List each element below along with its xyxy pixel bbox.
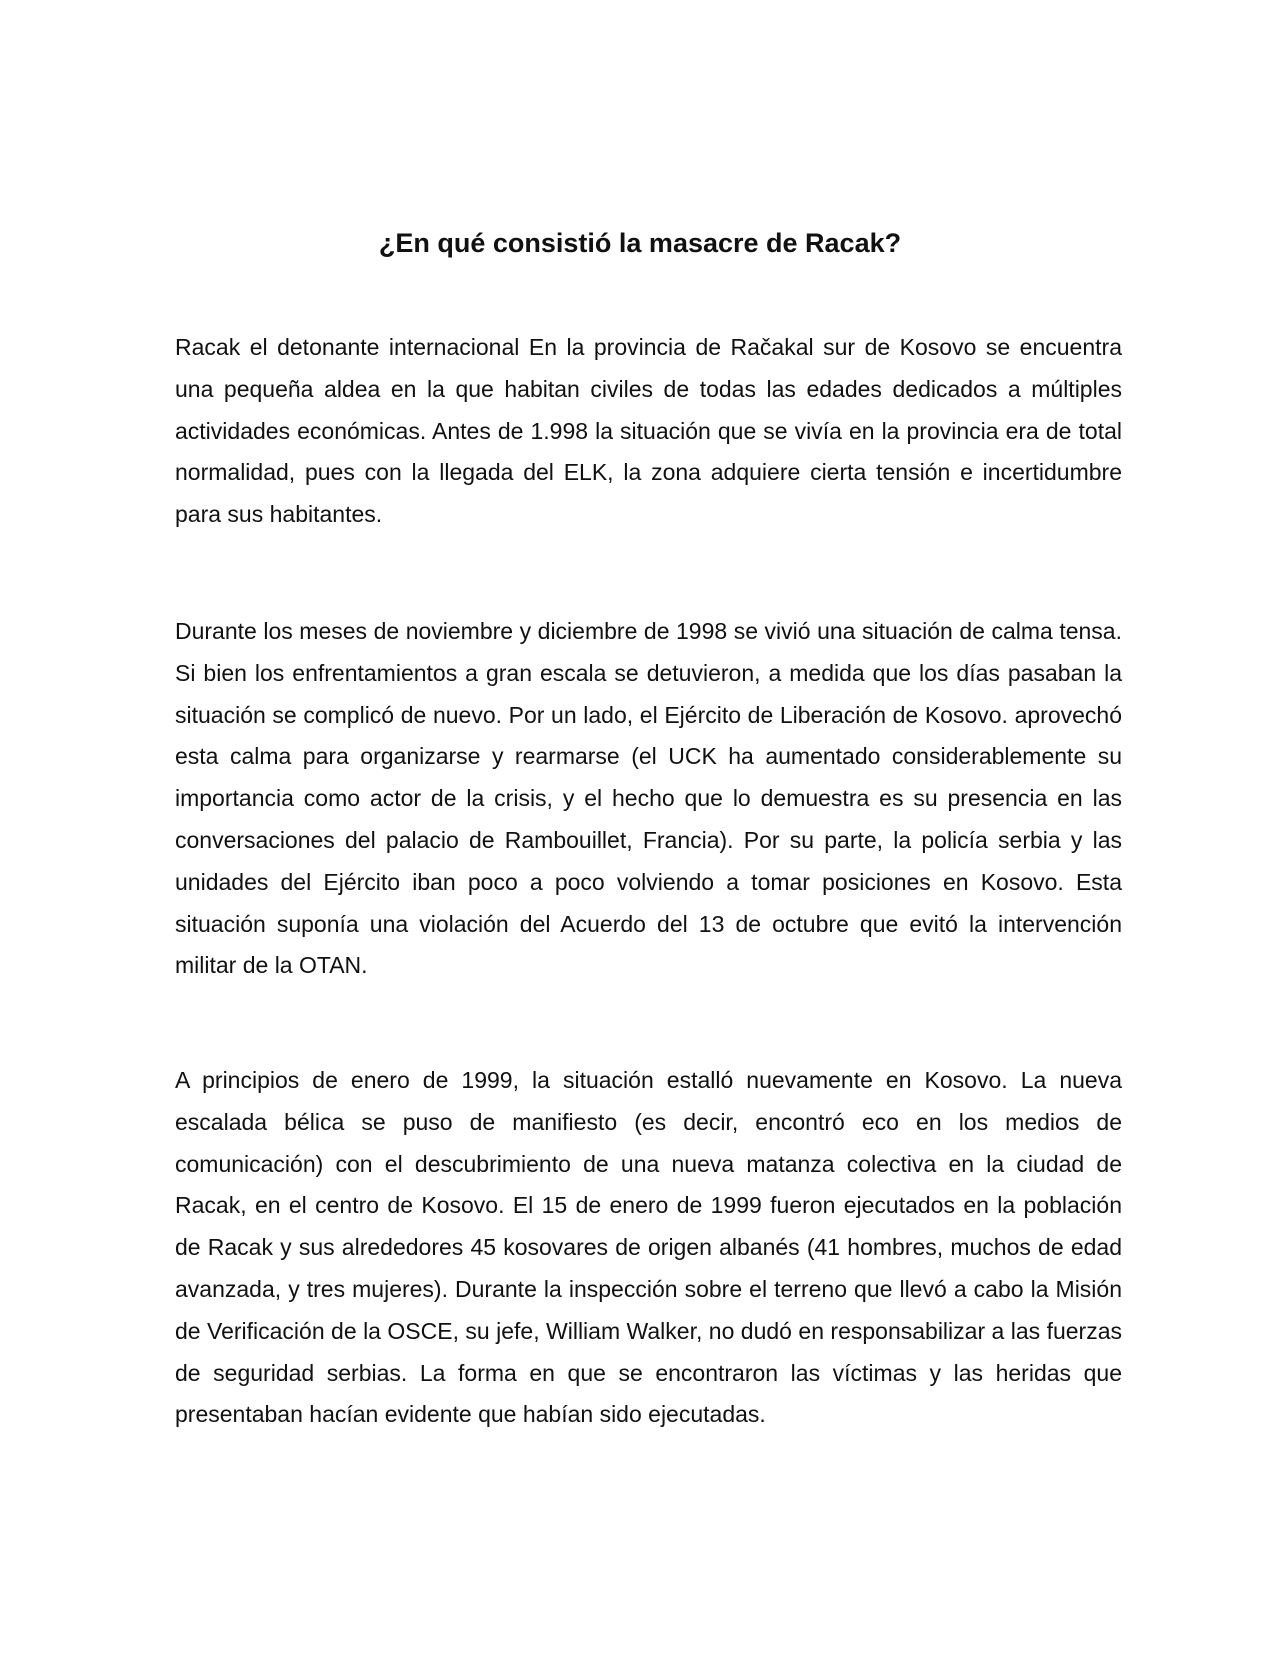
paragraph-2: Durante los meses de noviembre y diciembre de 1998 se vivió una situación de calma tensa. Si bien los enfrentamientos a gran escala se detuvieron, a medida que los días pasaban la situación se complicó de nuevo. Por un lado, el Ejército de Liberación de Kosovo. aprovechó esta calma para organizarse y rearmarse (el UCK ha aumentado considerablemente su importancia como actor de la crisis, y el hecho que lo demuestra es su presencia en las conversaciones del palacio de Rambouillet, Francia). Por su parte, la policía serbia y las unidades del Ejército iban poco a poco volviendo a tomar posiciones en Kosovo. Esta situación suponía una violación del Acuerdo del 13 de octubre que evitó la intervención militar de la OTAN. — [175, 618, 1122, 979]
document-title: ¿En qué consistió la masacre de Racak? — [378, 228, 902, 258]
paragraph-1: Racak el detonante internacional En la provincia de Račakal sur de Kosovo se encuentra una pequeña aldea en la que habitan civiles de todas las edades dedicados a múltiples actividades económicas. Antes de 1.998 la situación que se vivía en la provincia era de total normalidad, pues con la llegada del ELK, la zona adquiere cierta tensión e incertidumbre para sus habitantes. — [175, 334, 1122, 528]
paragraph-3: A principios de enero de 1999, la situación estalló nuevamente en Kosovo. La nueva escalada bélica se puso de manifiesto (es decir, encontró eco en los medios de comunicación) con el descubrimiento de una nueva matanza colectiva en la ciudad de Racak, en el centro de Kosovo. El 15 de enero de 1999 fueron ejecutados en la población de Racak y sus alrededores 45 kosovares de origen albanés (41 hombres, muchos de edad avanzada, y tres mujeres). Durante la inspección sobre el terreno que llevó a cabo la Misión de Verificación de la OSCE, su jefe, William Walker, no dudó en responsabilizar a las fuerzas de seguridad serbias. La forma en que se encontraron las víctimas y las heridas que presentaban hacían evidente que habían sido ejecutadas. — [175, 1067, 1122, 1428]
